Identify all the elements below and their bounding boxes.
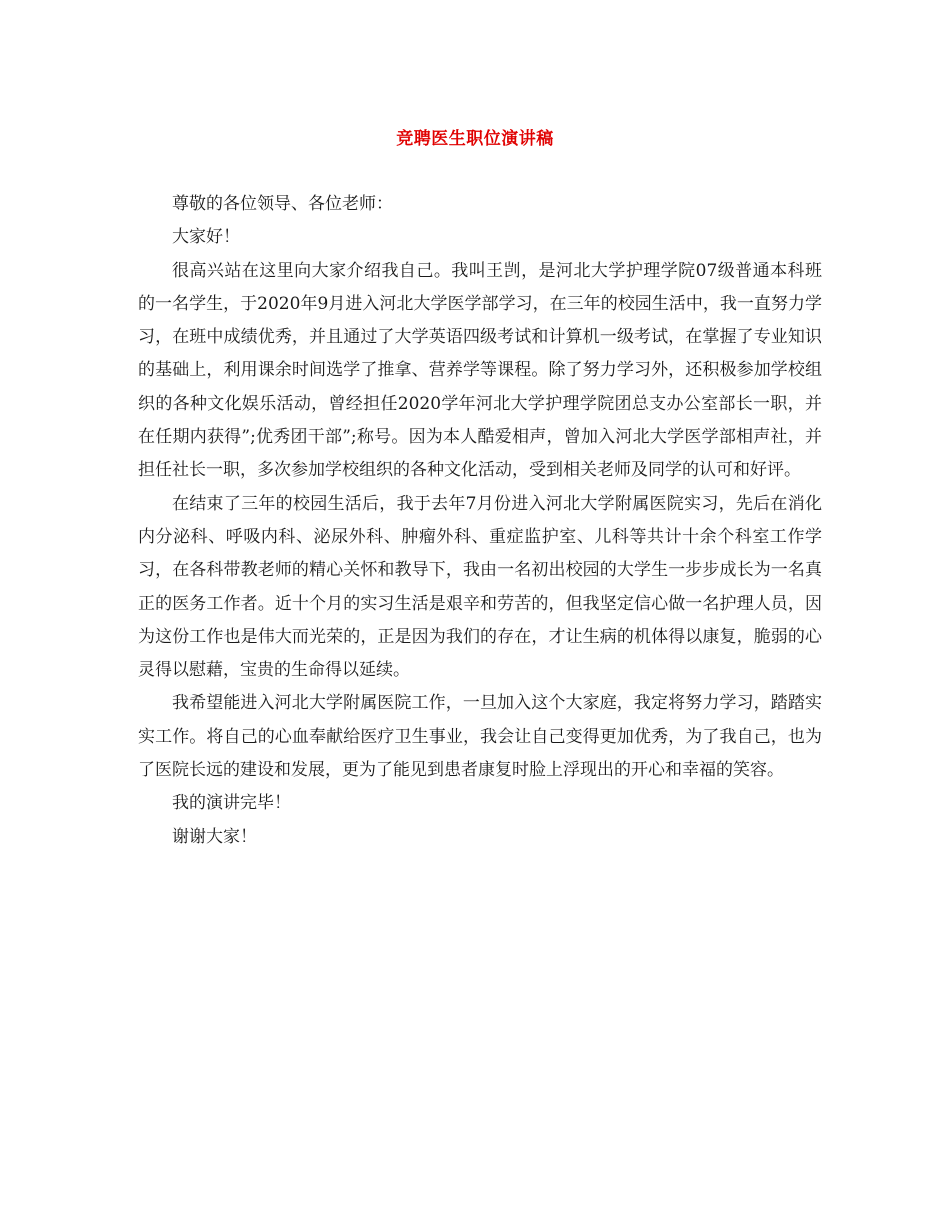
paragraph-aspiration: 我希望能进入河北大学附属医院工作，一旦加入这个大家庭，我定将努力学习，踏踏实实工作。将自己的心血奉献给医疗卫生事业，我会让自己变得更加优秀，为了我自己，也为了医院长远的建设和发展，更为了能见到患者康复时脸上浮现出的开心和幸福的笑容。 [138,693,822,781]
paragraph-introduction: 很高兴站在这里向大家介绍我自己。我叫王剀，是河北大学护理学院07级普通本科班的一名学生，于2020年9月进入河北大学医学部学习，在三年的校园生活中，我一直努力学习，在班中成绩优秀，并且通过了大学英语四级考试和计算机一级考试，在掌握了专业知识的基础上，利用课余时间选学了推拿、营养学等课程。除了努力学习外，还积极参加学校组织的各种文化娱乐活动，曾经担任2020学年河北大学护理学院团总支办公室部长一职，并在任期内获得”;优秀团干部”;称号。因为本人酷爱相声，曾加入河北大学医学部相声社，并担任社长一职，多次参加学校组织的各种文化活动，受到相关老师及同学的认可和好评。 [138,260,822,481]
document-body [138,188,822,854]
document-title: 竞聘医生职位演讲稿 [396,129,554,149]
closing-remark: 我的演讲完毕！ [172,793,291,814]
greeting: 大家好！ [172,227,240,248]
paragraph-internship: 在结束了三年的校园生活后，我于去年7月份进入河北大学附属医院实习，先后在消化内分泌科、呼吸内科、泌尿外科、肿瘤外科、重症监护室、儿科等共计十余个科室工作学习，在各科带教老师的精心关怀和教导下，我由一名初出校园的大学生一步步成长为一名真正的医务工作者。近十个月的实习生活是艰辛和劳苦的，但我坚定信心做一名护理人员，因为这份工作也是伟大而光荣的，正是因为我们的存在，才让生病的机体得以康复，脆弱的心灵得以慰藉，宝贵的生命得以延续。 [138,493,822,681]
closing-thanks: 谢谢大家！ [172,826,257,847]
salutation: 尊敬的各位领导、各位老师： [172,194,393,214]
